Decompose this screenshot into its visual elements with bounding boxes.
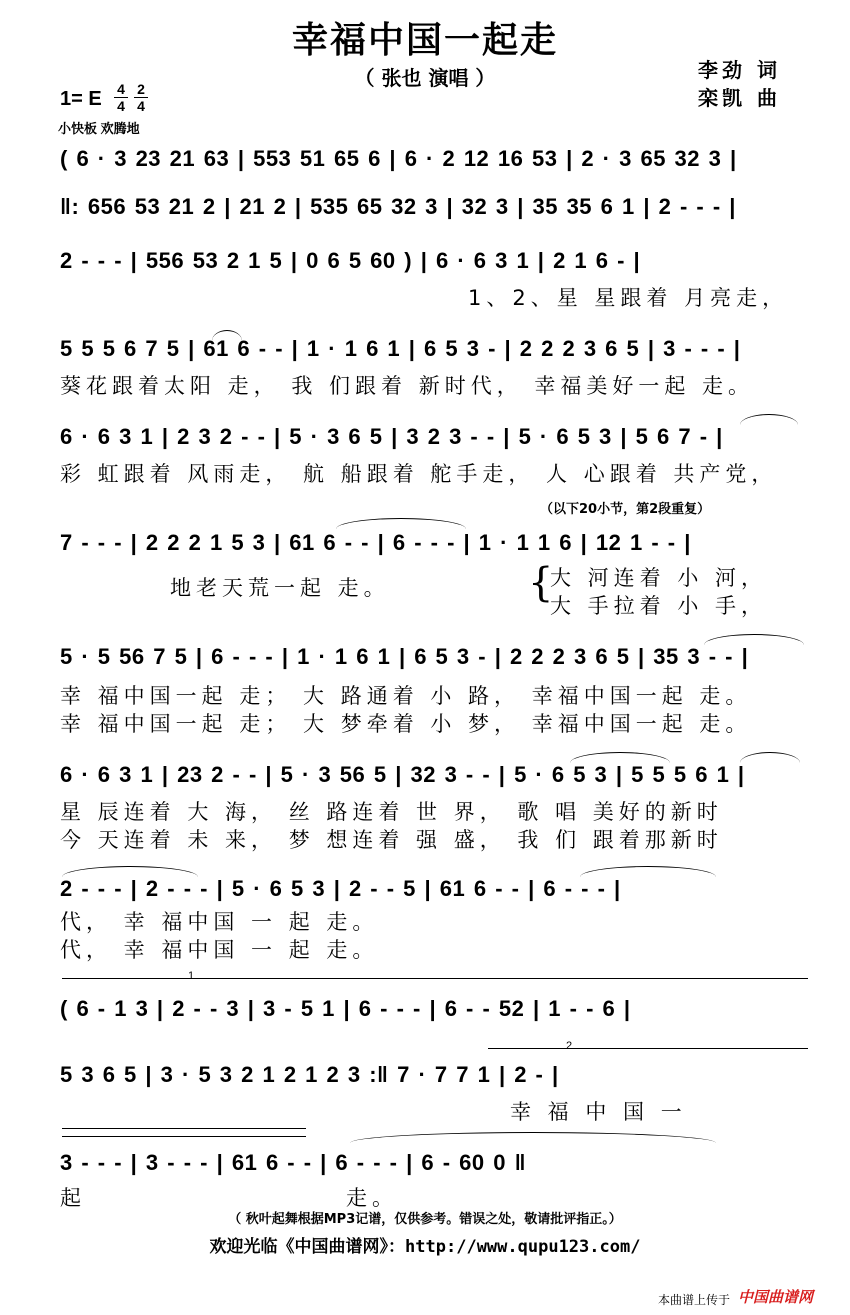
- lyric-row-3: 1、2、星 星跟着 月亮走，: [468, 286, 789, 310]
- lyric-row-4: 葵花跟着太阳 走， 我 们跟着 新时代， 幸福美好一起 走。: [60, 374, 755, 398]
- lyric-row-6-verse-2: 大 手拉着 小 手，: [550, 594, 768, 618]
- tie-mark: [336, 518, 466, 529]
- lyric-row-9-verse-1: 代， 幸 福中国 一 起 走。: [60, 910, 379, 934]
- lyric-row-12-end: 走。: [346, 1186, 398, 1210]
- key-signature: 1= E: [60, 88, 102, 110]
- lyric-row-7-verse-2: 幸 福中国一起 走； 大 梦牵着 小 梦， 幸福中国一起 走。: [60, 712, 752, 736]
- tie-mark: [350, 1132, 716, 1143]
- lyric-row-12-start: 起: [60, 1186, 86, 1210]
- score-row-8: 6 · 6 3 1 | 23 2 - - | 5 · 3 56 5 | 32 3 - - | 5 · 6 5 3 | 5 5 5 6 1 |: [60, 762, 745, 787]
- repeat-note: （以下20小节，第2段重复）: [540, 502, 711, 517]
- tie-mark: [740, 752, 800, 763]
- tie-line: [62, 1136, 306, 1137]
- volta-1-bracket: [62, 978, 808, 979]
- uploaded-label: 本曲谱上传于: [657, 1293, 730, 1307]
- score-row-12: 3 - - - | 3 - - - | 61 6 - - | 6 - - - | 6 - 60 0 ‖: [60, 1150, 527, 1175]
- composer-credit: 栾凯 曲: [698, 86, 781, 110]
- meter-top: 4: [117, 81, 125, 97]
- meter-top: 2: [137, 81, 145, 97]
- meter-bottom: 4: [117, 98, 125, 114]
- time-signature-4-4: [114, 82, 128, 113]
- lyric-row-8-verse-2: 今 天连着 未 来， 梦 想连着 强 盛， 我 们 跟着那新时: [60, 828, 723, 852]
- tie-mark: [580, 866, 716, 877]
- tie-mark: [62, 866, 198, 877]
- score-row-1: ( 6 · 3 23 21 63 | 553 51 65 6 | 6 · 2 12 16 53 | 2 · 3 65 32 3 |: [60, 146, 737, 171]
- lyric-row-5: 彩 虹跟着 风雨走， 航 船跟着 舵手走， 人 心跟着 共产党，: [60, 462, 778, 486]
- song-title: 幸福中国一起走: [291, 20, 558, 61]
- verse-brace: {: [528, 560, 554, 606]
- transcription-note: （ 秋叶起舞根据MP3记谱，仅供参考。错误之处，敬请批评指正。）: [228, 1212, 622, 1227]
- score-row-2: ‖: 656 53 21 2 | 21 2 | 535 65 32 3 | 32 3 | 35 35 6 1 | 2 - - - |: [60, 194, 736, 219]
- site-logo[interactable]: 中国曲谱网: [738, 1288, 814, 1306]
- lyric-row-6: 地老天荒一起 走。: [170, 576, 390, 600]
- score-row-7: 5 · 5 56 7 5 | 6 - - - | 1 · 1 6 1 | 6 5 3 - | 2 2 2 3 6 5 | 35 3 - - |: [60, 644, 749, 669]
- lyric-row-9-verse-2: 代， 幸 福中国 一 起 走。: [60, 938, 379, 962]
- performer-credit: （ 张也 演唱 ）: [354, 66, 496, 90]
- tie-line: [62, 1128, 306, 1129]
- lyric-row-8-verse-1: 星 辰连着 大 海， 丝 路连着 世 界， 歌 唱 美好的新时: [60, 800, 723, 824]
- score-row-9: 2 - - - | 2 - - - | 5 · 6 5 3 | 2 - - 5 | 61 6 - - | 6 - - - |: [60, 876, 621, 901]
- score-row-11: 5 3 6 5 | 3 · 5 3 2 1 2 1 2 3 :‖ 7 · 7 7 1 | 2 - |: [60, 1062, 559, 1087]
- score-row-6: 7 - - - | 2 2 2 1 5 3 | 61 6 - - | 6 - - - | 1 · 1 1 6 | 12 1 - - |: [60, 530, 691, 555]
- score-row-5: 6 · 6 3 1 | 2 3 2 - - | 5 · 3 6 5 | 3 2 3 - - | 5 · 6 5 3 | 5 6 7 - |: [60, 424, 723, 449]
- volta-2-bracket: [488, 1048, 808, 1049]
- tie-mark: [570, 752, 670, 763]
- tie-mark: [704, 634, 804, 645]
- tempo-marking: 小快板 欢腾地: [58, 121, 140, 136]
- lyric-row-11: 幸 福 中 国 一: [510, 1100, 687, 1124]
- slur-mark: [212, 330, 242, 341]
- lyric-row-7-verse-1: 幸 福中国一起 走； 大 路通着 小 路， 幸福中国一起 走。: [60, 684, 752, 708]
- volta-2-number: 2: [566, 1040, 573, 1052]
- meter-bottom: 4: [137, 98, 145, 114]
- website-footer: 欢迎光临《中国曲谱网》：http://www.qupu123.com/: [209, 1237, 641, 1257]
- score-row-4: 5 5 5 6 7 5 | 61 6 - - | 1 · 1 6 1 | 6 5 3 - | 2 2 2 3 6 5 | 3 - - - |: [60, 336, 741, 361]
- lyricist-credit: 李劲 词: [698, 58, 781, 82]
- score-row-10: ( 6 - 1 3 | 2 - - 3 | 3 - 5 1 | 6 - - - | 6 - - 52 | 1 - - 6 |: [60, 996, 631, 1021]
- lyric-row-6-verse-1: 大 河连着 小 河，: [550, 566, 768, 590]
- volta-1-number: 1: [188, 970, 195, 982]
- tie-mark: [740, 414, 798, 425]
- time-signature-2-4: [134, 82, 148, 113]
- score-row-3: 2 - - - | 556 53 2 1 5 | 0 6 5 60 ) | 6 · 6 3 1 | 2 1 6 - |: [60, 248, 641, 273]
